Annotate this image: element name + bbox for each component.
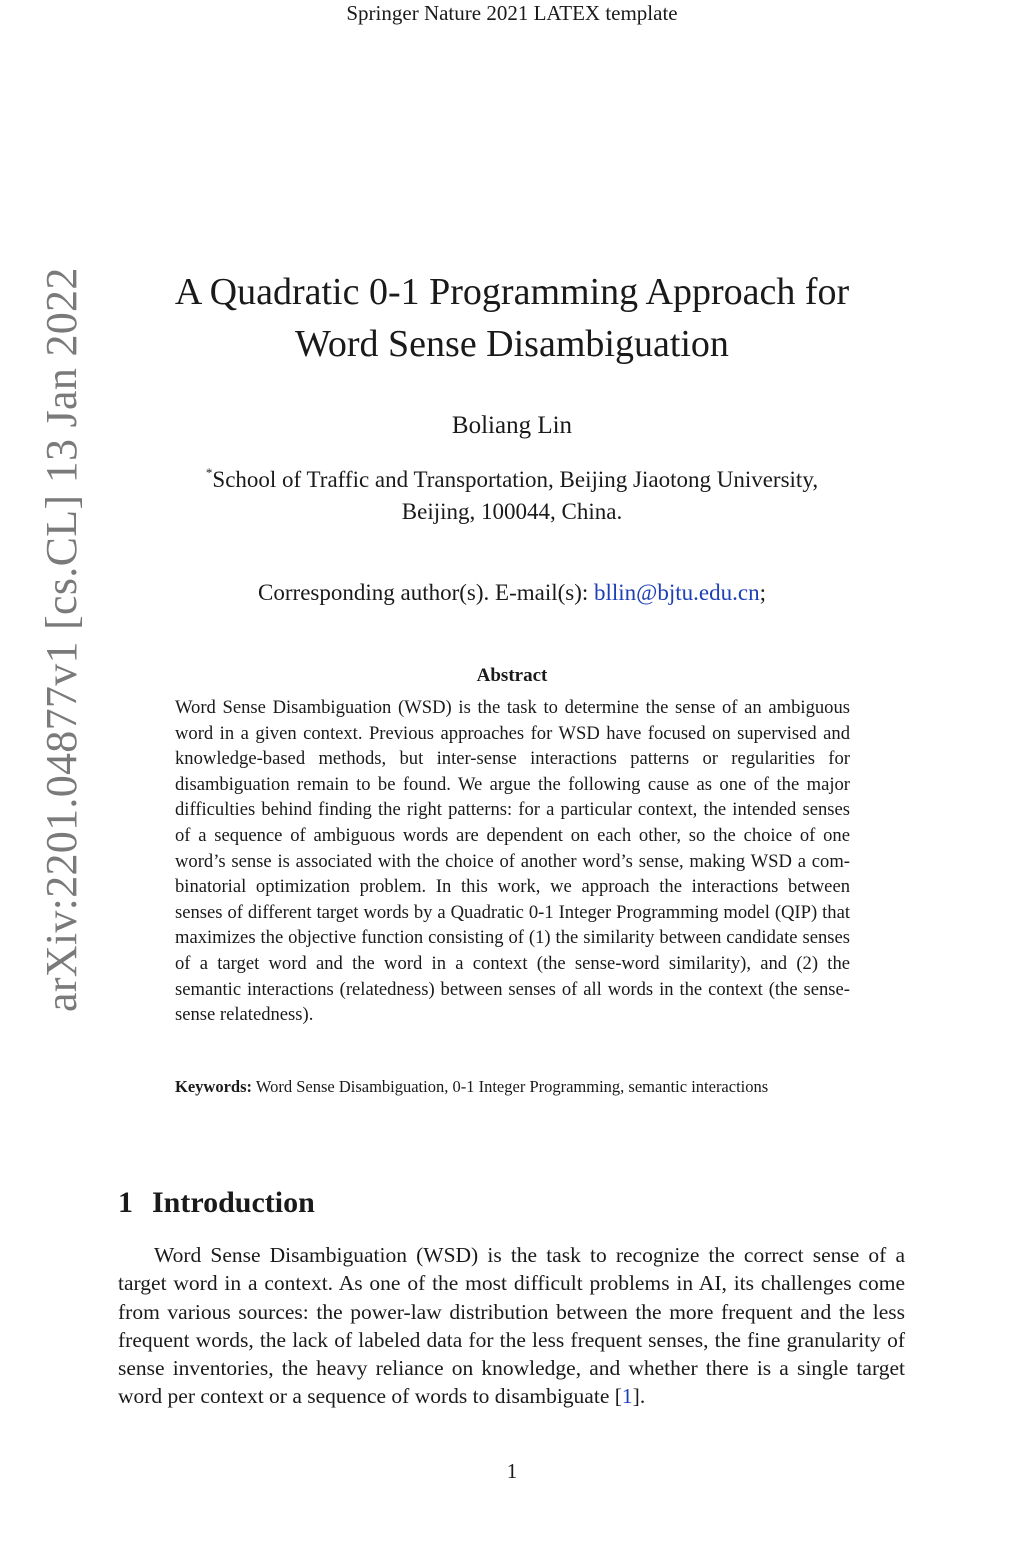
citation-close: ]. [632, 1384, 646, 1409]
citation-link[interactable]: 1 [621, 1384, 633, 1409]
affiliation-line-2: Beijing, 100044, China. [401, 499, 623, 524]
keywords [175, 1076, 875, 1098]
email-suffix: ; [759, 580, 766, 605]
running-header: Springer Nature 2021 LATEX template [346, 1, 678, 25]
paper-title [0, 266, 1024, 370]
section-heading [118, 1184, 315, 1222]
arxiv-identifier: arXiv:2201.04877v1 [cs.CL] 13 Jan 2022 [37, 267, 86, 1012]
email-link[interactable]: bllin@bjtu.edu.cn [594, 580, 760, 605]
author-name: Boliang Lin [451, 412, 573, 439]
page-number: 1 [506, 1459, 518, 1483]
keywords-label: Keywords: [175, 1077, 252, 1096]
citation-open: [ [614, 1384, 622, 1409]
affiliation-line-1 [0, 457, 1024, 496]
correspondence-label: Corresponding author(s). E-mail(s): [258, 580, 595, 605]
affiliation-marker: * [205, 465, 213, 480]
abstract-heading: Abstract [476, 665, 548, 686]
affiliation [0, 457, 1024, 528]
title-line-2: Word Sense Disambiguation [295, 323, 729, 365]
paragraph-text: Word Sense Disambiguation (WSD) is the task to recognize the correct sense of a target word in a context. As one of the most difficult problems in AI, its challenges come from various sources: the power-law distribution between the more frequent and the less frequent words, the lack of labeled data for the less frequent senses, the fine granularity of sense inventories, the heavy reliance on knowledge, and whether there is a single target word per context or a sequence of words to disambiguate [118, 1243, 905, 1409]
affiliation-text-1: School of Traffic and Transportation, Beijing Jiaotong University, [212, 467, 819, 492]
introduction-paragraph [118, 1241, 905, 1411]
section-title: Introduction [152, 1186, 315, 1219]
abstract-text: Word Sense Disambiguation (WSD) is the task to determine the sense of an ambiguous word in a given context. Previous approaches for WSD have focused on supervised and knowledge-based methods, but inter-sense interactions patterns or regularities for disambiguation remain to be found. We argue the following cause as one of the major difficulties behind finding the right patterns: for a particular context, the intended senses of a sequence of ambiguous words are dependent on each other, so the choice of one word’s sense is associated with the choice of another word’s sense, making WSD a combinatorial optimization problem. In this work, we approach the interactions between senses of different target words by a Quadratic 0-1 Integer Programming model (QIP) that maximizes the objective function consisting of (1) the similarity between candidate senses of a target word and the word in a context (the sense-word similarity), and (2) the semantic interactions (relatedness) between senses of all words in the context (the sense-sense relatedness). [175, 697, 850, 1026]
section-number: 1 [118, 1186, 133, 1219]
keywords-list: Word Sense Disambiguation, 0-1 Integer Programming, semantic interactions [252, 1077, 769, 1096]
title-line-1: A Quadratic 0-1 Programming Approach for [174, 271, 850, 313]
correspondence [0, 578, 1024, 608]
